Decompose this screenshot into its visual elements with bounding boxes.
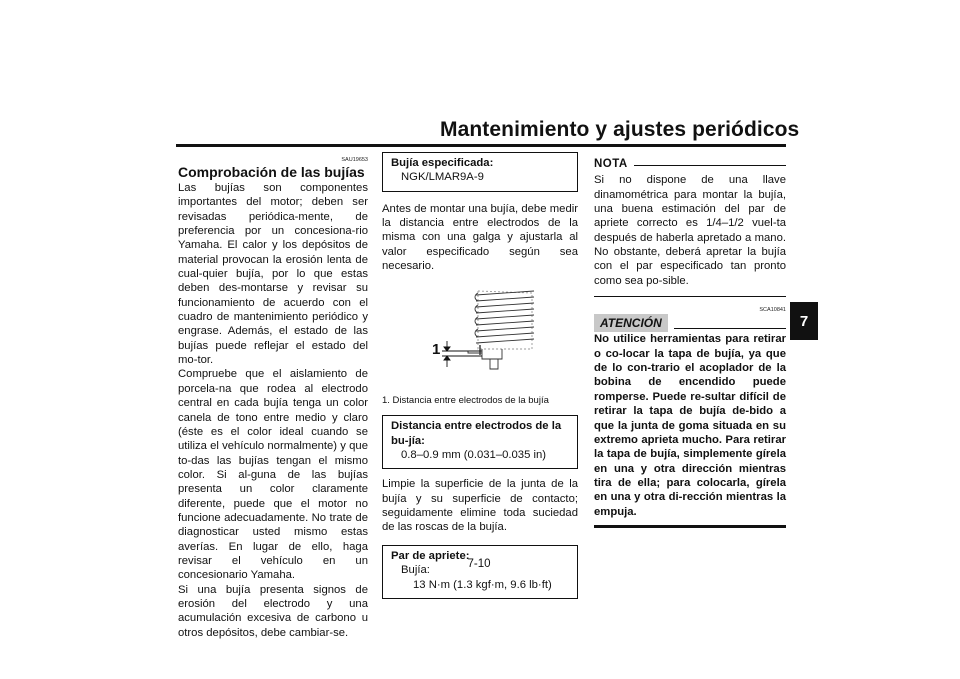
spark-plug-illustration bbox=[382, 279, 578, 389]
column-3 bbox=[594, 157, 786, 528]
spec-value: 13 N·m (1.3 kgf·m, 9.6 lb·ft) bbox=[413, 578, 552, 591]
atencion-text: No utilice herramientas para retirar o co-locar la tapa de bujía, ya que de lo con-trario el acoplador de la bobina de encendido puede romperse. Puede re-sultar difícil de retirar la tapa de bujía de-bido a que la junta de goma situada en su extremo aprieta mucho. Para retirar la tapa de bujía, simplemente gírela en una y otra dirección mientras tira de ella; para colocarla, gírela en una y otra di-rección mientras la empuja. bbox=[594, 333, 786, 518]
spec-label: Par de apriete: bbox=[391, 549, 470, 562]
figure-caption: 1. Distancia entre electrodos de la bujía bbox=[382, 395, 549, 407]
nota-rule bbox=[634, 165, 786, 166]
atencion-rule bbox=[674, 328, 786, 329]
section-title: Comprobación de las bujías bbox=[178, 164, 365, 180]
page-header-title: Mantenimiento y ajustes periódicos bbox=[440, 118, 800, 141]
spec-box-torque bbox=[382, 545, 578, 599]
spec-box-electrode-gap bbox=[382, 415, 578, 469]
atencion-end-rule bbox=[594, 525, 786, 528]
spec-label: Distancia entre electrodos de la bu-jía: bbox=[391, 420, 562, 447]
spec-value: NGK/LMAR9A-9 bbox=[401, 171, 484, 184]
header-rule bbox=[176, 144, 786, 147]
column-2 bbox=[382, 152, 578, 599]
spark-plug-gap-figure bbox=[382, 279, 578, 389]
page-number: 7-10 bbox=[467, 558, 491, 570]
spec-label: Bujía especificada: bbox=[391, 157, 494, 169]
column-1 bbox=[178, 157, 368, 640]
nota-end-rule bbox=[594, 296, 786, 297]
spec-sub-label: Bujía: bbox=[401, 564, 430, 577]
nota-text: Si no dispone de una llave dinamométrica para montar la bujía, una buena estimación del par de apriete correcto es 1/4–1/2 vuel-ta después de haberla apretado a mano. No obstante, deberá apretar la bujía con el par especificado tan pronto como sea po-sible. bbox=[594, 174, 786, 287]
paragraph: Si una bujía presenta signos de erosión del electrodo y una acumulación excesiva de carbono u otros depósitos, debe cambiar-se. bbox=[178, 583, 368, 639]
paragraph: Compruebe que el aislamiento de porcela-na que rodea al electrodo central en cada bujía tenga un color canela de tono entre medio y claro (éste es el color ideal cuando se utiliza el vehículo normalmente) y que to-das las bujías tengan el mismo color. Si al-guna de las bujías presenta un color claramente diferente, puede que el motor no funcione adecuadamente. No trate de diagnosticar usted mismo estas averías. En lugar de ello, haga revisar el vehículo en un concesionario Yamaha. bbox=[178, 368, 368, 582]
paragraph: Las bujías son componentes importantes del motor; deben ser revisadas periódica-mente, de preferencia por un concesiona-rio Yamaha. El calor y los depósitos de material provocan la erosión lenta de cual-quier bujía, por lo que estas deben des-montarse y revisar su funcionamiento de acuerdo con el cuadro de mantenimiento periódico y engrase. Además, el estado de las bujías puede reflejar el estado del mo-tor. bbox=[178, 182, 368, 367]
section-code: SAU19653 bbox=[341, 157, 368, 163]
nota-heading bbox=[594, 157, 786, 171]
spec-value: 0.8–0.9 mm (0.031–0.035 in) bbox=[401, 449, 547, 462]
spec-box-spark-plug bbox=[382, 152, 578, 192]
nota-label: NOTA bbox=[594, 158, 628, 170]
chapter-tab[interactable]: 7 bbox=[790, 302, 818, 340]
paragraph: Limpie la superficie de la junta de la bujía y su superficie de contacto; seguidamente elimine toda suciedad de las roscas de la bujía. bbox=[382, 478, 578, 534]
caution-code: SCA10841 bbox=[759, 307, 786, 314]
figure-callout-1: 1 bbox=[432, 341, 441, 359]
atencion-heading bbox=[594, 314, 786, 332]
atencion-label: ATENCIÓN bbox=[594, 314, 668, 332]
paragraph: Antes de montar una bujía, debe medir la distancia entre electrodos de la misma con una galga y ajustarla al valor especificado según sea necesario. bbox=[382, 202, 578, 273]
